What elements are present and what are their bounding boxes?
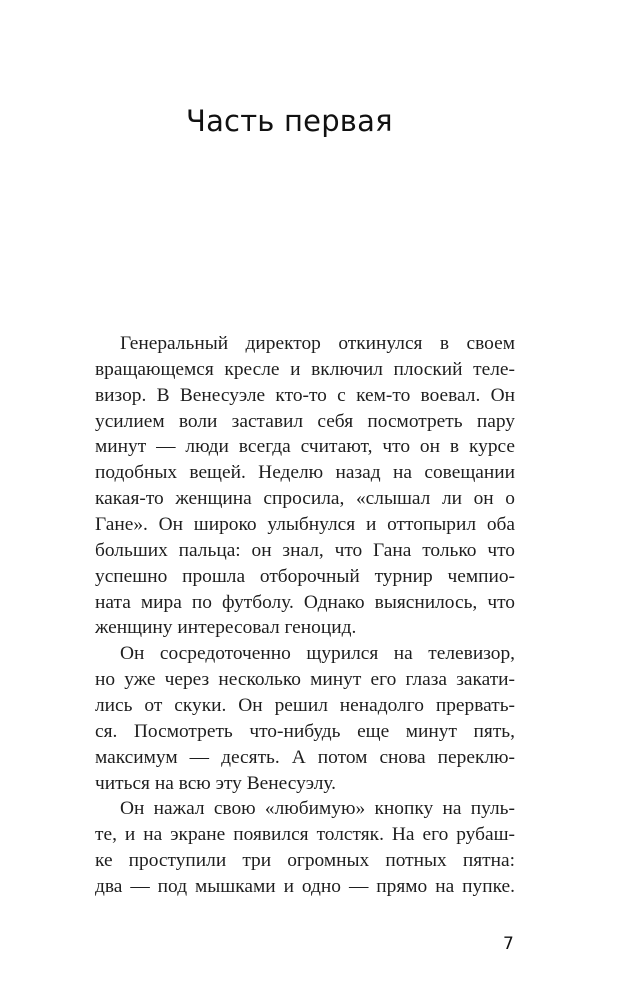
text-line: ся. Посмотреть что-нибудь еще минут пять, (95, 720, 515, 742)
page-number: 7 (503, 934, 514, 954)
text-line: усилием воли заставил себя посмотреть пару (95, 410, 515, 432)
body-text (95, 331, 515, 900)
text-line: ната мира по футболу. Однако выяснилось, что (95, 591, 515, 613)
text-line: вращающемся кресле и включил плоский теле- (95, 358, 515, 380)
text-line: те, и на экране появился толстяк. На его рубаш- (95, 824, 515, 846)
text-line: но уже через несколько минут его глаза закати- (95, 669, 515, 691)
text-line: Он сосредоточенно щурился на телевизор, (120, 643, 515, 665)
text-line: Гане». Он широко улыбнулся и оттопырил оба (95, 514, 515, 536)
text-line: подобных вещей. Неделю назад на совещании (95, 462, 515, 484)
text-line: Генеральный директор откинулся в своем (120, 333, 515, 354)
text-line: ке проступили три огромных потных пятна: (95, 850, 515, 872)
text-line: женщину интересовал геноцид. (95, 617, 357, 639)
text-line: лись от скуки. Он решил ненадолго прервать- (95, 695, 515, 717)
text-line: какая-то женщина спросила, «слышал ли он о (95, 488, 515, 510)
text-line: больших пальца: он знал, что Гана только что (95, 539, 515, 561)
text-line: максимум — десять. А потом снова переклю- (95, 746, 515, 768)
text-line: визор. В Венесуэле кто-то с кем-то воевал. Он (95, 384, 515, 406)
text-line: два — под мышками и одно — прямо на пупке. (95, 876, 515, 898)
text-line: минут — люди всегда считают, что он в курсе (95, 436, 515, 458)
text-line: успешно прошла отборочный турнир чемпио- (95, 565, 515, 587)
text-line: Он нажал свою «любимую» кнопку на пуль- (120, 798, 515, 820)
text-line: читься на всю эту Венесуэлу. (95, 772, 337, 794)
chapter-title: Часть первая (186, 104, 393, 138)
